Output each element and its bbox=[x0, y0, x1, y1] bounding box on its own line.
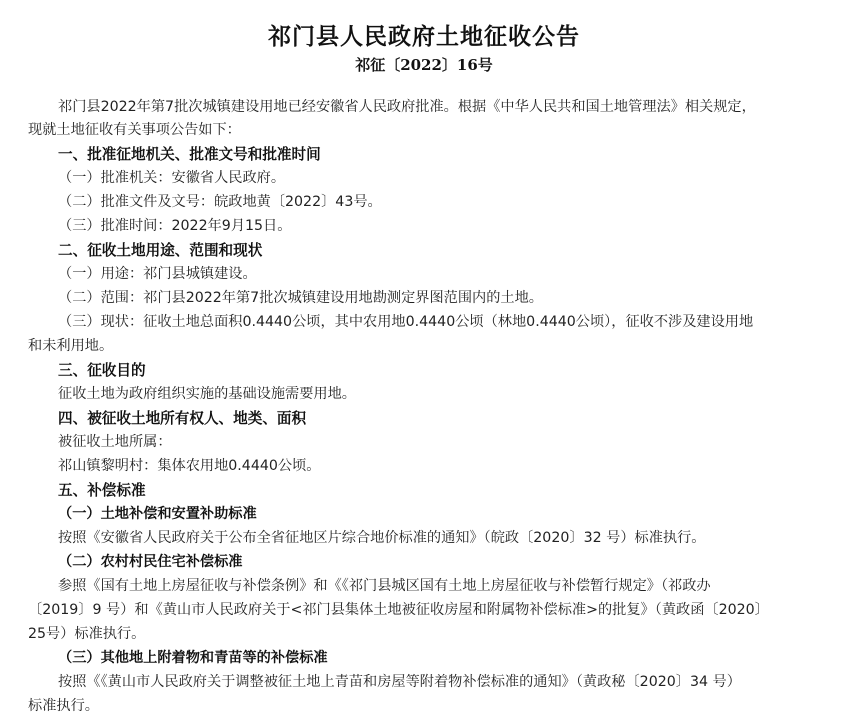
section-5-sub-3-text-1: 按照《《黄山市人民政府关于调整被征土地上青苗和房屋等附着物补偿标准的通知》（黄政秘〔2020〕34 号） bbox=[58, 674, 741, 690]
section-5-sub-1-heading: （一）土地补偿和安置补助标准 bbox=[58, 506, 257, 522]
section-1-item-3: （三）批准时间：2022年9月15日。 bbox=[58, 218, 292, 234]
document-number: 祁征〔2022〕16号 bbox=[355, 56, 493, 74]
section-4-heading: 四、被征收土地所有权人、地类、面积 bbox=[58, 410, 307, 427]
section-5-heading: 五、补偿标准 bbox=[58, 482, 146, 499]
section-5-sub-2-text-1: 参照《国有土地上房屋征收与补偿条例》和《《祁门县城区国有土地上房屋征收与补偿暂行规定》（祁政办 bbox=[58, 578, 711, 594]
section-1-heading: 一、批准征地机关、批准文号和批准时间 bbox=[58, 146, 321, 163]
section-2-item-1: （一）用途：祁门县城镇建设。 bbox=[58, 266, 257, 282]
section-5-sub-2-text-2: 〔2019〕9 号）和《黄山市人民政府关于<祁门县集体土地被征收房屋和附属物补偿标准>的批复》（黄政函〔2020〕 bbox=[28, 602, 769, 618]
section-5-sub-3-text-2: 标准执行。 bbox=[28, 698, 99, 714]
section-5-sub-3-heading: （三）其他地上附着物和青苗等的补偿标准 bbox=[58, 650, 328, 666]
section-2-item-3-line-1: （三）现状：征收土地总面积0.4440公顷，其中农用地0.4440公顷（林地0.4440公顷），征收不涉及建设用地 bbox=[58, 314, 754, 330]
section-4-text-2: 祁山镇黎明村：集体农用地0.4440公顷。 bbox=[58, 458, 321, 474]
section-5-sub-2-text-3: 25号）标准执行。 bbox=[28, 626, 146, 642]
section-1-item-2: （二）批准文件及文号：皖政地黄〔2022〕43号。 bbox=[58, 194, 382, 210]
section-3-text: 征收土地为政府组织实施的基础设施需要用地。 bbox=[58, 386, 356, 402]
section-3-heading: 三、征收目的 bbox=[58, 362, 146, 379]
page-title: 祁门县人民政府土地征收公告 bbox=[268, 23, 580, 50]
section-2-heading: 二、征收土地用途、范围和现状 bbox=[58, 242, 263, 259]
intro-line-2: 现就土地征收有关事项公告如下： bbox=[28, 122, 241, 138]
section-2-item-2: （二）范围：祁门县2022年第7批次城镇建设用地勘测定界图范围内的土地。 bbox=[58, 290, 543, 306]
section-4-text-1: 被征收土地所属： bbox=[58, 434, 172, 450]
section-2-item-3-line-2: 和未利用地。 bbox=[28, 338, 114, 354]
section-5-sub-1-text: 按照《安徽省人民政府关于公布全省征地区片综合地价标准的通知》（皖政〔2020〕32 号）标准执行。 bbox=[58, 530, 706, 546]
section-1-item-1: （一）批准机关：安徽省人民政府。 bbox=[58, 170, 286, 186]
intro-line-1: 祁门县2022年第7批次城镇建设用地已经安徽省人民政府批准。根据《中华人民共和国土地管理法》相关规定， bbox=[58, 99, 756, 115]
section-5-sub-2-heading: （二）农村村民住宅补偿标准 bbox=[58, 554, 243, 570]
